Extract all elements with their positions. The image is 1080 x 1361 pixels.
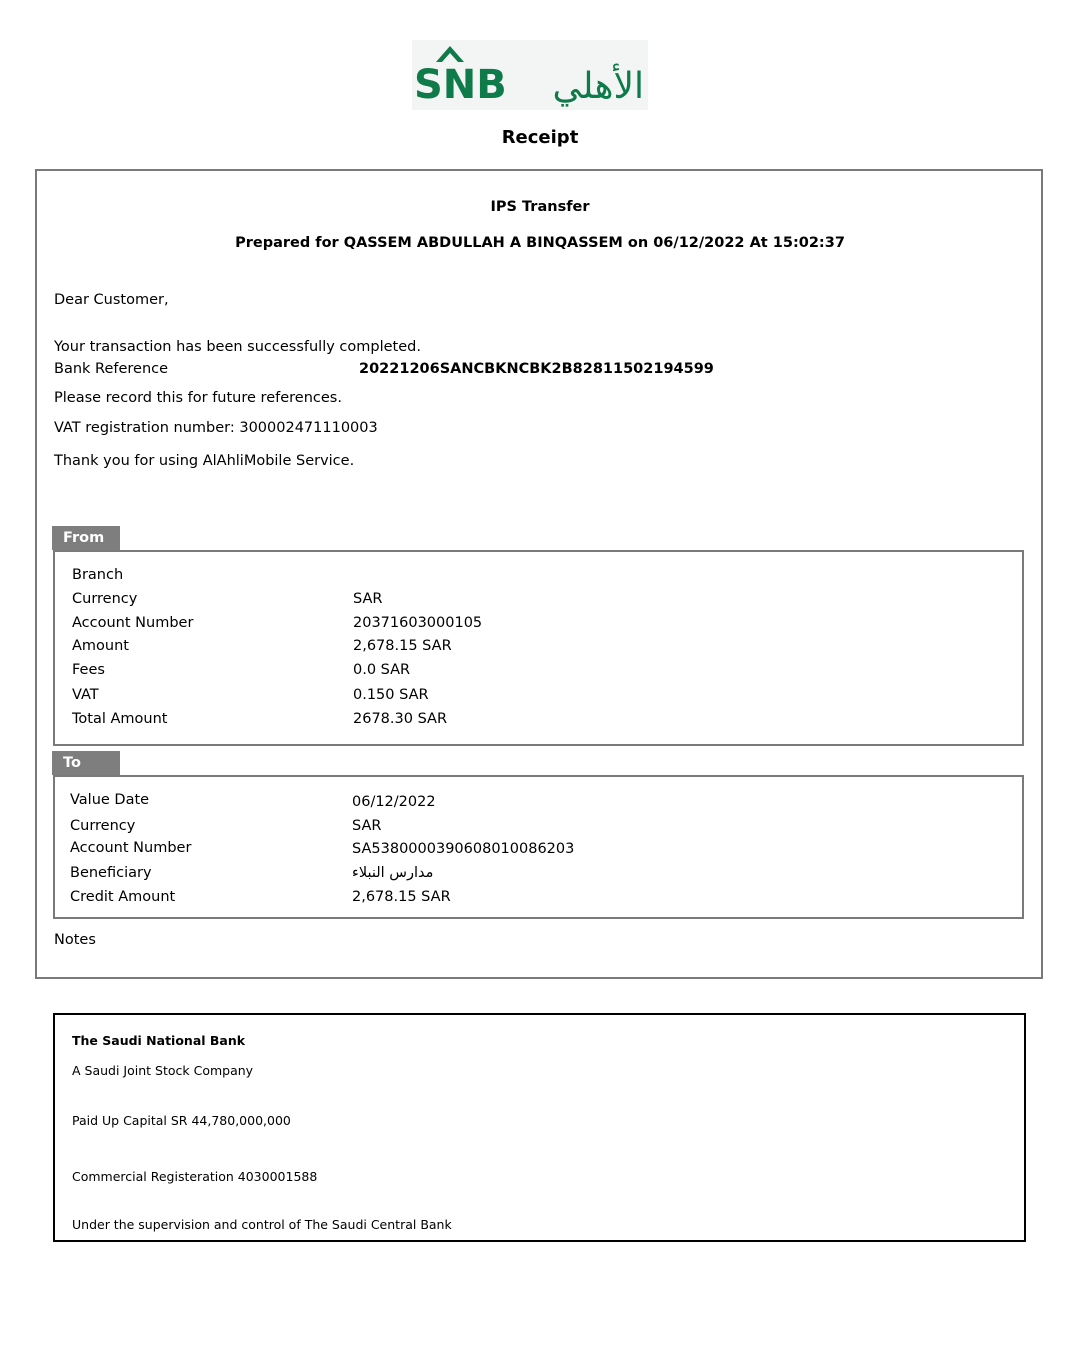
- prepared-for-line: Prepared for QASSEM ABDULLAH A BINQASSEM on 06/12/2022 At 15:02:37: [235, 235, 845, 251]
- to-beneficiary-value: مدارس النبلاء: [352, 865, 434, 881]
- from-total-amount-label: Total Amount: [72, 711, 168, 727]
- to-currency-label: Currency: [70, 818, 136, 834]
- to-section-tab: To: [52, 751, 120, 775]
- vat-registration: VAT registration number: 300002471110003: [54, 420, 378, 436]
- notes-label: Notes: [54, 932, 96, 948]
- thanks-message: Thank you for using AlAhliMobile Service.: [54, 453, 355, 469]
- footer-capital: Paid Up Capital SR 44,780,000,000: [72, 1113, 291, 1128]
- to-value-date-value: 06/12/2022: [352, 794, 436, 810]
- to-credit-amount-label: Credit Amount: [70, 889, 176, 905]
- from-section-tab: From: [52, 526, 120, 550]
- from-currency-label: Currency: [72, 591, 138, 607]
- from-currency-value: SAR: [353, 591, 383, 607]
- from-vat-label: VAT: [72, 687, 99, 703]
- from-account-number-label: Account Number: [72, 615, 194, 631]
- logo-arabic-text: الأهلي: [552, 66, 644, 107]
- from-amount-value: 2,678.15 SAR: [353, 638, 452, 654]
- to-value-date-label: Value Date: [70, 792, 150, 808]
- page-title: Receipt: [501, 127, 579, 148]
- from-fees-value: 0.0 SAR: [353, 662, 411, 678]
- footer-company-type: A Saudi Joint Stock Company: [72, 1063, 254, 1078]
- logo-latin-text: SNB: [414, 62, 507, 108]
- to-credit-amount-value: 2,678.15 SAR: [352, 889, 451, 905]
- bank-reference-label: Bank Reference: [54, 361, 169, 377]
- record-note: Please record this for future references.: [54, 390, 342, 406]
- to-account-number-value: SA5380000390608010086203: [352, 841, 575, 857]
- to-currency-value: SAR: [352, 818, 382, 834]
- from-total-amount-value: 2678.30 SAR: [353, 711, 448, 727]
- footer-commercial-registration: Commercial Registeration 4030001588: [72, 1169, 318, 1184]
- success-message: Your transaction has been successfully completed.: [54, 339, 421, 355]
- from-account-number-value: 20371603000105: [353, 615, 483, 631]
- transfer-type: IPS Transfer: [490, 199, 590, 215]
- from-amount-label: Amount: [72, 638, 129, 654]
- from-vat-value: 0.150 SAR: [353, 687, 429, 703]
- greeting: Dear Customer,: [54, 292, 169, 308]
- footer-bank-name: The Saudi National Bank: [72, 1033, 246, 1048]
- from-branch-label: Branch: [72, 567, 124, 583]
- from-fees-label: Fees: [72, 662, 105, 678]
- to-beneficiary-label: Beneficiary: [70, 865, 152, 881]
- to-account-number-label: Account Number: [70, 840, 192, 856]
- footer-supervision: Under the supervision and control of The Saudi Central Bank: [72, 1217, 452, 1232]
- bank-reference-value: 20221206SANCBKNCBK2B82811502194599: [359, 361, 714, 377]
- from-section-box: [53, 550, 1024, 746]
- snb-logo: [412, 40, 648, 110]
